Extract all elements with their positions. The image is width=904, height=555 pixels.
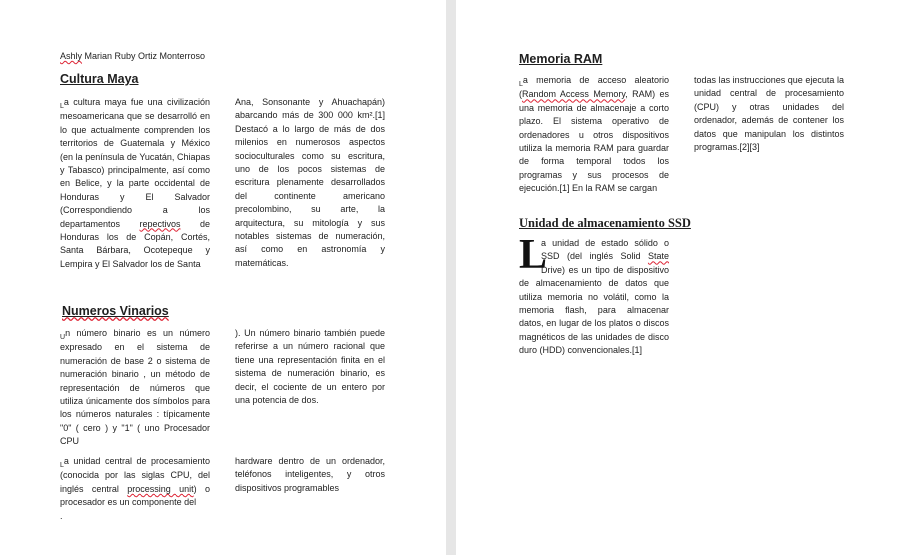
author-surnames: Marian Ruby Ortiz Monterroso (82, 51, 206, 61)
ssd-text-b: Drive) es un tipo de dispositivo de almacenamiento de datos que utiliza memoria no volátil, como la memoria flash, para almacenar datos, en lugar de los platos o discos magnéticos de las unidades de disco duro (HDD) convencionales.[1] (519, 264, 669, 356)
cpu-col1-text-a: a unidad central de procesamiento (conocida por las siglas CPU, del inglés central (60, 456, 210, 494)
cpu-column-2: hardware dentro de un ordenador, teléfonos inteligentes, y otros dispositivos programables (235, 456, 385, 493)
author-first-name: Ashly (60, 51, 83, 61)
numeros-column-2: ). Un número binario también puede referirse a un número racional que tiene una representación finita en el sistema de numeración binario, es decir, el cociente de un entero por una potencia de dos. (235, 328, 385, 406)
heading-numeros-text: Numeros Vinarios (62, 304, 169, 318)
ram-column-1: $_L$a memoria de acceso aleatorio (Random Access Memory, RAM) es una memoria de almacenaje a corto plazo. El sistema operativo de ordenadores u otros dispositivos utiliza la memoria RAM para guardar de forma temporal todos los programas y sus procesos de ejecución.[1] En la RAM se cargan (519, 75, 669, 194)
page-gap (446, 0, 456, 555)
document-page-1 (0, 0, 446, 555)
cultura-col1-end: de Honduras los de Copán, Cortés, Santa Bárbara, Ocotepeque y Lempira y El Salvador los de Santa (60, 218, 210, 269)
ssd-text-a: a unidad de estado sólido o SSD (del inglés Solid (541, 238, 669, 262)
author-name (60, 51, 205, 61)
cpu-col1-dot: . (60, 510, 63, 521)
cpu-col1-misspelled: processing unit (127, 483, 194, 494)
ram-col1-text-b: , RAM) es una memoria de almacenaje a corto plazo. El sistema operativo de ordenadores u otros dispositivos utiliza la memoria RAM para guardar de forma temporal todos los programas y sus procesos de ejecución.[1] En la RAM se cargan (519, 89, 669, 194)
ssd-drop-cap: L (519, 232, 548, 278)
cpu-column-1: $_L$a unidad central de procesamiento (conocida por las siglas CPU, del inglés central processing unit) o procesador es un componente del . (60, 456, 210, 521)
ram-col1-misspelled: Random Access Memory (522, 89, 626, 100)
heading-memoria-ram: Memoria RAM (519, 52, 603, 66)
ram-col1-text-a: a memoria de acceso aleatorio ( (519, 75, 669, 100)
cultura-col1-text: a cultura maya fue una civilización mesoamericana que se desarrolló en lo que actualmente comprenden los territorios de Guatemala y México (en la península de Yucatán, Chiapas y Tabasco) principalmente, así como en Belice, y la parte occidental de Honduras y El Salvador (Correspondiendo a los departamentos (60, 97, 210, 229)
numeros-col1-text: n número binario es un número expresado en el sistema de numeración de base 2 o sistema de numeración binario , un método de representación de números que utiliza únicamente dos símbolos para los números naturales : típicamente "0" ( cero ) y "1" ( uno Procesador CPU (60, 328, 210, 447)
ram-column-2: todas las instrucciones que ejecuta la unidad central de procesamiento (CPU) y otras unidades del ordenador, además de contener los datos que manipulan los distintos programas.[2][3] (694, 75, 844, 153)
heading-numeros-vinarios (62, 303, 169, 319)
cultura-column-2: Ana, Sonsonante y Ahuachapán) abarcando más de 300 000 km².[1] Destacó a lo largo de más de dos milenios en numerosos aspectos socioculturales como su escritura, uno de los pocos sistemas de escritura plenamente desarrollados del continente americano precolombino, su arte, la arquitectura, su mitología y sus notables sistemas de numeración, así como en astronomía y matemáticas. (235, 97, 385, 268)
cultura-col1-misspelled: repectivos (139, 218, 181, 229)
ssd-misspelled: State (647, 251, 669, 262)
cpu-col1-text-b: ) o procesador es un componente del (60, 483, 210, 508)
numeros-column-1: $_U$n número binario es un número expresado en el sistema de numeración de base 2 o sistema de numeración binario , un método de representación de números que utiliza únicamente dos símbolos para los números naturales : típicamente "0" ( cero ) y "1" ( uno Procesador CPU (60, 328, 210, 447)
cultura-column-1: $_L$a cultura maya fue una civilización mesoamericana que se desarrolló en lo que actualmente comprenden los territorios de Guatemala y México (en la península de Yucatán, Chiapas y Tabasco) principalmente, así como en Belice, y la parte occidental de Honduras y El Salvador (Correspondiendo a los departamentos repectivos de Honduras los de Copán, Cortés, Santa Bárbara, Ocotepeque y Lempira y El Salvador los de Santa (60, 97, 210, 269)
heading-cultura-maya: Cultura Maya (60, 72, 139, 86)
heading-ssd: Unidad de almacenamiento SSD (519, 216, 691, 230)
